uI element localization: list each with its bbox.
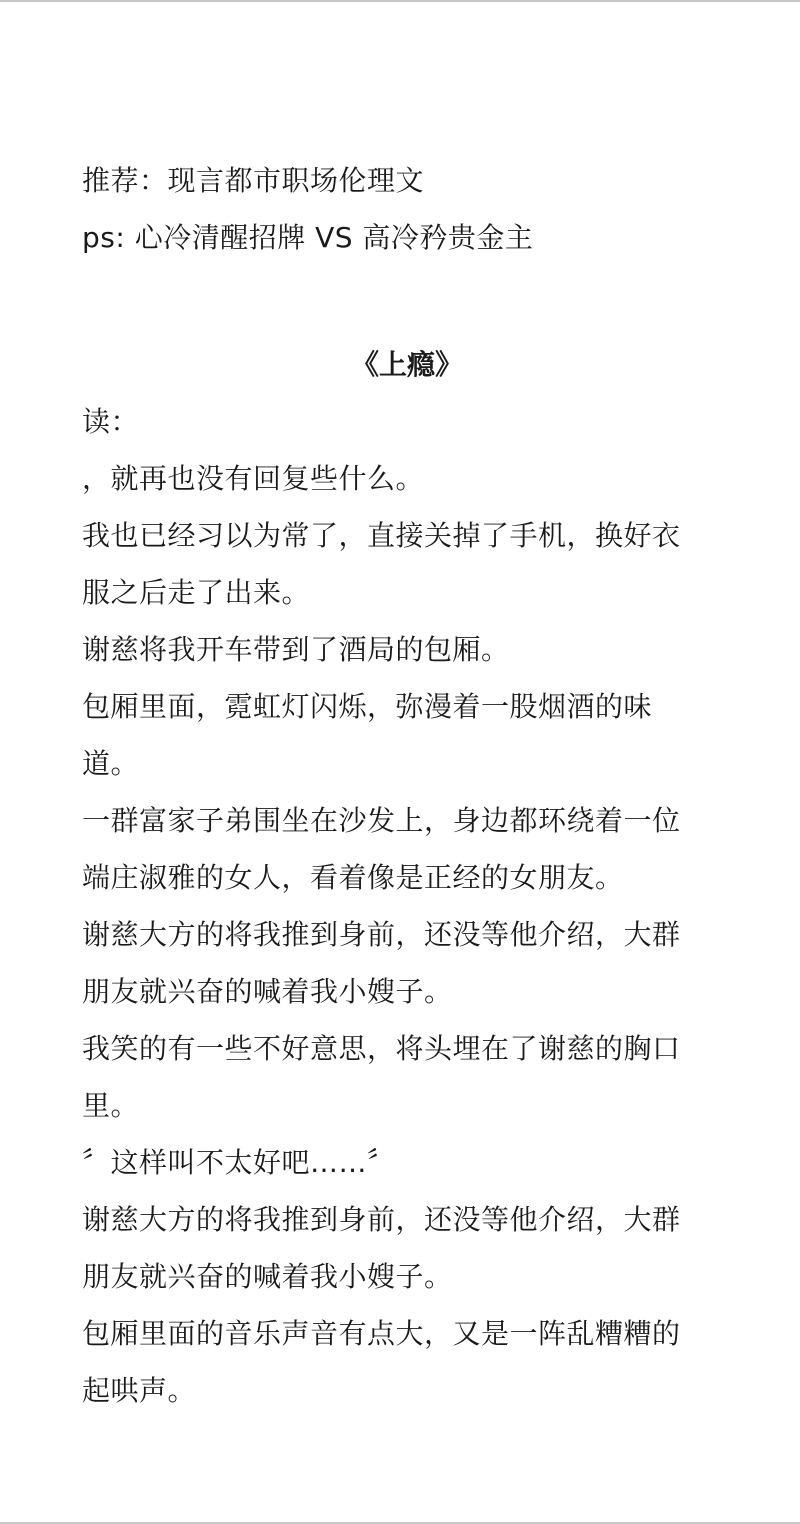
read-label: 读：	[82, 405, 140, 438]
body-line: 包厢里面的音乐声音有点大，又是一阵乱糟糟的	[82, 1317, 681, 1350]
ps-line: ps: 心冷清醒招牌 VS 高冷矜贵金主	[82, 221, 534, 254]
body-line: 起哄声。	[82, 1374, 197, 1407]
body-line: 谢慈大方的将我推到身前，还没等他介绍，大群	[82, 918, 681, 951]
body-line: ，就再也没有回复些什么。	[82, 462, 425, 495]
body-line: 服之后走了出来。	[82, 576, 311, 609]
spacer	[82, 266, 732, 336]
body-line: 道。	[82, 747, 140, 780]
body-line: 朋友就兴奋的喊着我小嫂子。	[82, 975, 453, 1008]
recommend-line: 推荐：现言都市职场伦理文	[82, 164, 425, 197]
body-line: 里。	[82, 1089, 140, 1122]
top-divider	[0, 0, 800, 2]
body-line: 端庄淑雅的女人，看着像是正经的女朋友。	[82, 861, 624, 894]
body-line: 谢慈将我开车带到了酒局的包厢。	[82, 633, 510, 666]
body-line: 〞这样叫不太好吧……〞	[82, 1146, 396, 1179]
body-line: 包厢里面，霓虹灯闪烁，弥漫着一股烟酒的味	[82, 690, 653, 723]
article-body	[82, 152, 732, 1419]
body-line: 我也已经习以为常了，直接关掉了手机，换好衣	[82, 519, 681, 552]
novel-title: 《上瘾》	[350, 348, 463, 381]
body-line: 一群富家子弟围坐在沙发上，身边都环绕着一位	[82, 804, 681, 837]
body-line: 我笑的有一些不好意思，将头埋在了谢慈的胸口	[82, 1032, 681, 1065]
body-line: 谢慈大方的将我推到身前，还没等他介绍，大群	[82, 1203, 681, 1236]
body-line: 朋友就兴奋的喊着我小嫂子。	[82, 1260, 453, 1293]
